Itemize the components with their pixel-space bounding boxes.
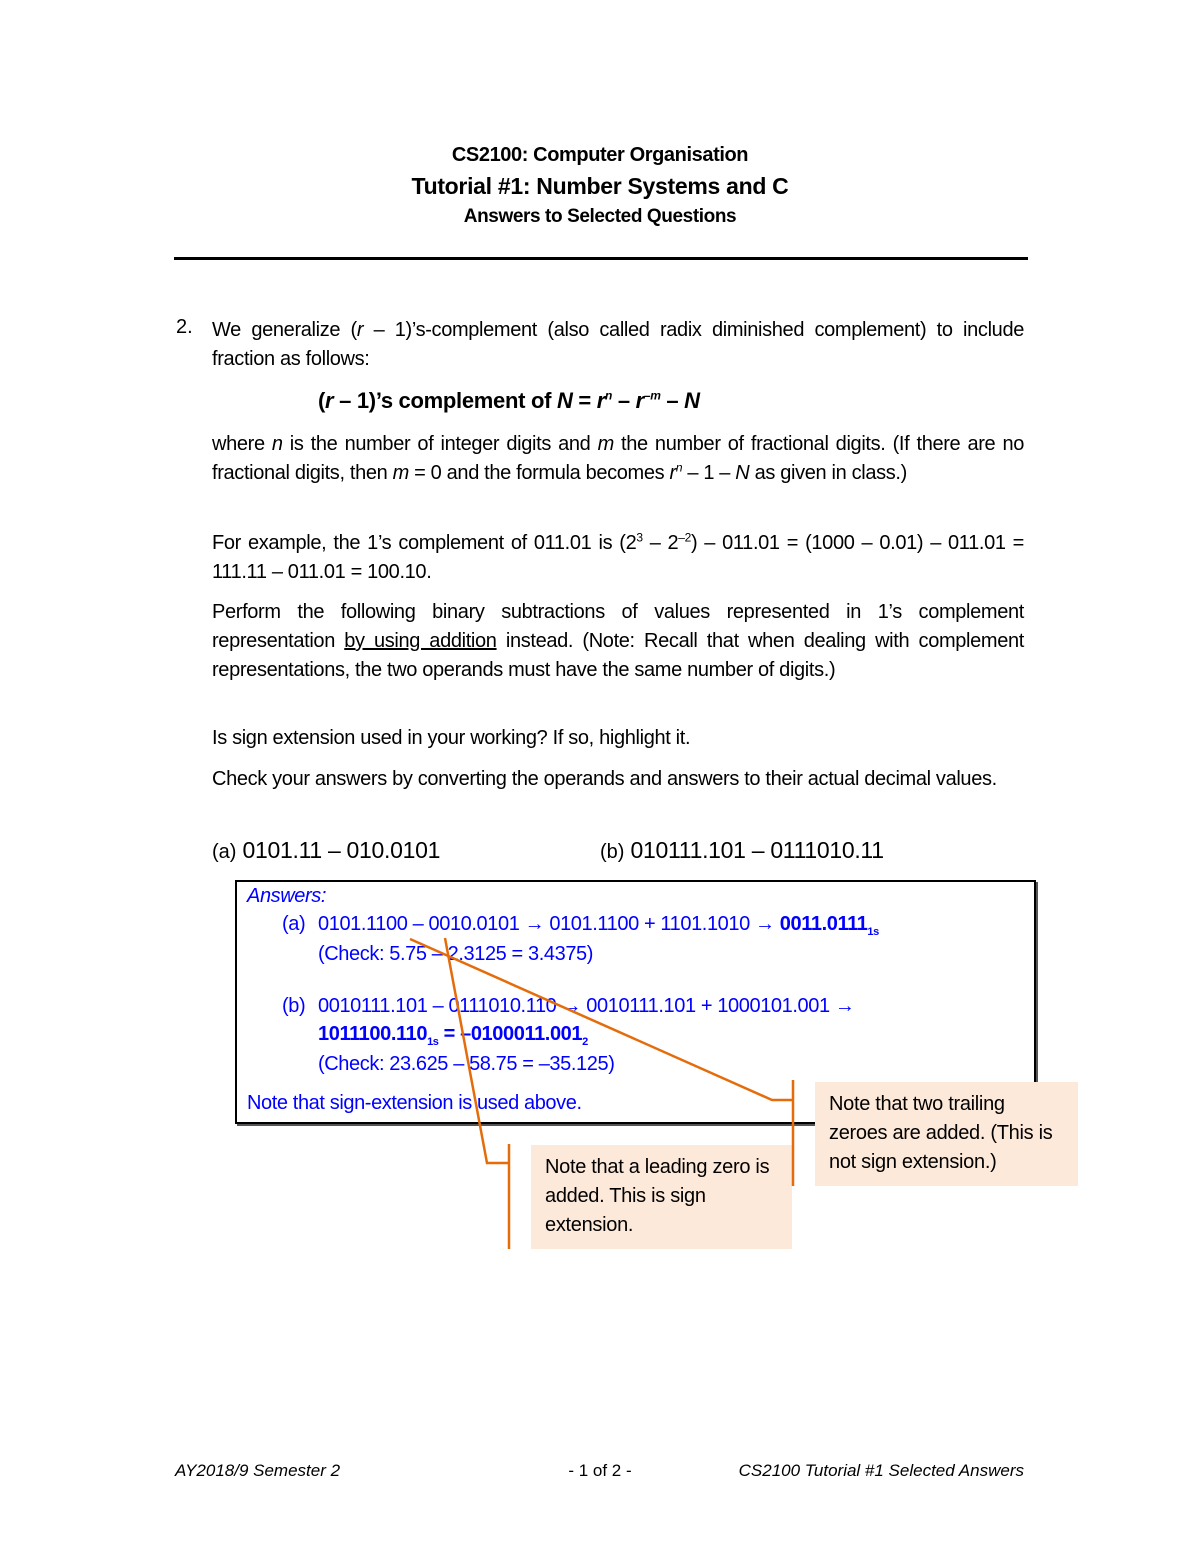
formula: (r – 1)’s complement of $N = r^n - r^{-m} - N$ xyxy=(318,388,700,413)
part-b: (b) 010111.101 – 0111010.11 xyxy=(600,837,884,863)
question-number: 2. xyxy=(176,316,193,338)
callout-leading-zero: Note that a leading zero is added. This is sign extension. xyxy=(531,1145,792,1249)
answer-b-check: (Check: 23.625 – 58.75 = –35.125) xyxy=(318,1053,615,1075)
answer-b-label: (b) xyxy=(282,995,306,1017)
footer-page-number: - 1 of 2 - xyxy=(568,1461,632,1480)
sign-extension-note: Note that sign-extension is used above. xyxy=(247,1092,582,1114)
sign-extension-question: Is sign extension used in your working? If so, highlight it. xyxy=(212,727,691,749)
footer-semester: AY2018/9 Semester 2 xyxy=(175,1461,341,1480)
answer-a-working: $0101.1100 - 0010.0101 \to 0101.1100 + 1101.1010 \to 0011.0111_{1s}$ xyxy=(318,913,879,938)
check-instruction: Check your answers by converting the operands and answers to their actual decimal values. xyxy=(212,768,997,790)
answer-b-result: $1011100.110_{1s} = -0100011.001_2$ xyxy=(318,1023,588,1048)
question-intro: We generalize (r – 1)’s-complement (also called radix diminished complement) to include fraction as follows: xyxy=(212,319,1024,370)
header-divider xyxy=(174,257,1028,260)
tutorial-title: Tutorial #1: Number Systems and C xyxy=(411,173,789,199)
where-paragraph: where n is the number of integer digits and m the number of fractional digits. (If there are no fractional digits, then m = 0 and the formula becomes $r^n - 1$ – N as given in class.) xyxy=(212,433,1025,484)
subtitle: Answers to Selected Questions xyxy=(463,206,737,227)
callout-trailing-zeroes: Note that two trailing zeroes are added. (This is not sign extension.) xyxy=(815,1082,1078,1186)
answer-a-label: (a) xyxy=(282,913,306,935)
part-a: (a) 0101.11 – 010.0101 xyxy=(212,837,441,863)
example-paragraph: For example, the 1’s complement of 011.01 is $(2^3 - 2^{-2}) - 011.01 = (1000 - 0.01) - 011.01 = 111.11 - 011.01 = 100.10$. xyxy=(212,530,1024,583)
answers-heading: Answers: xyxy=(247,885,327,907)
perform-paragraph: Perform the following binary subtractions of values represented in 1’s complement representation by using addition instead. (Note: Recall that when dealing with complement representations, the two operands must have the same number of digits.) xyxy=(212,601,1024,681)
answer-a-check: (Check: 5.75 – 2.3125 = 3.4375) xyxy=(318,943,594,965)
footer-doc-title: CS2100 Tutorial #1 Selected Answers xyxy=(738,1461,1024,1480)
course-title: CS2100: Computer Organisation xyxy=(451,144,749,166)
answer-b-working: 0010111.101 – 0111010.110 → 0010111.101 + 1000101.001 → xyxy=(318,995,855,1017)
